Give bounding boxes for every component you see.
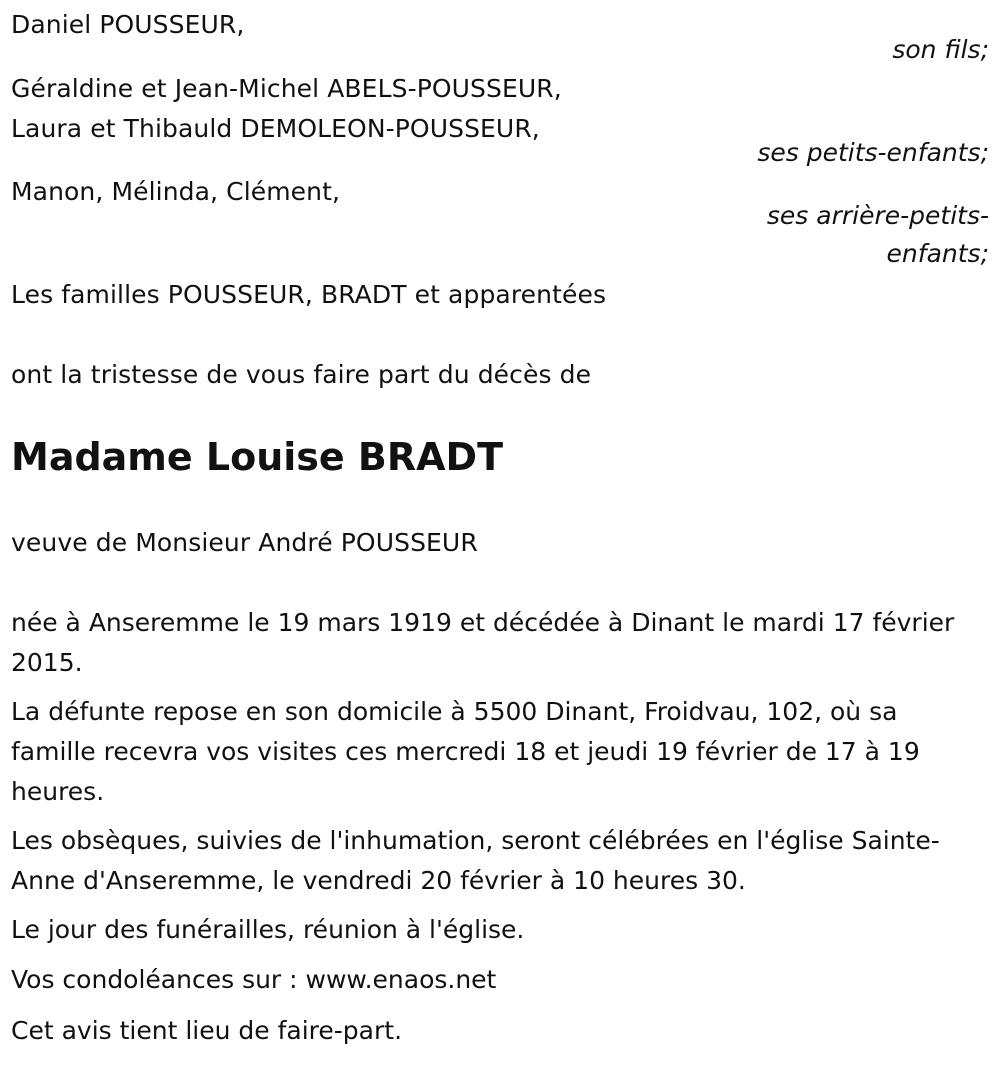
funeral-text: Les obsèques, suivies de l'inhumation, seront célébrées en l'église Sainte-Anne d'Anseremme, le vendredi 20 février à 10 heures 30.: [11, 826, 940, 895]
widow-of: veuve de Monsieur André POUSSEUR: [11, 528, 478, 557]
notice-text: Cet avis tient lieu de faire-part.: [11, 1016, 403, 1045]
viewing-text: La défunte repose en son domicile à 5500 Dinant, Froidvau, 102, où sa famille recevra vos visites ces mercredi 18 et jeudi 19 février de 17 à 19 heures.: [11, 697, 920, 806]
grandchild-couple-2: Laura et Thibauld DEMOLEON-POUSSEUR,: [11, 114, 540, 143]
meeting-text: Le jour des funérailles, réunion à l'église.: [11, 915, 525, 944]
deceased-name: Madame Louise BRADT: [11, 435, 504, 479]
grandchildren-role: ses petits-enfants;: [757, 138, 989, 167]
great-grandchildren-role-line2: enfants;: [886, 239, 989, 268]
birth-death-text: née à Anseremme le 19 mars 1919 et décédée à Dinant le mardi 17 février 2015.: [11, 608, 955, 677]
son-role: son fils;: [892, 35, 989, 64]
son-name: Daniel POUSSEUR,: [11, 10, 245, 39]
great-grandchildren-role-line1: ses arrière-petits-: [766, 201, 989, 230]
families-line: Les familles POUSSEUR, BRADT et apparentées: [11, 280, 607, 309]
grandchild-couple-1: Géraldine et Jean-Michel ABELS-POUSSEUR,: [11, 74, 562, 103]
great-grandchildren-names: Manon, Mélinda, Clément,: [11, 177, 341, 206]
condolences-text: Vos condoléances sur : www.enaos.net: [11, 965, 497, 994]
announcement-intro: ont la tristesse de vous faire part du décès de: [11, 360, 592, 389]
